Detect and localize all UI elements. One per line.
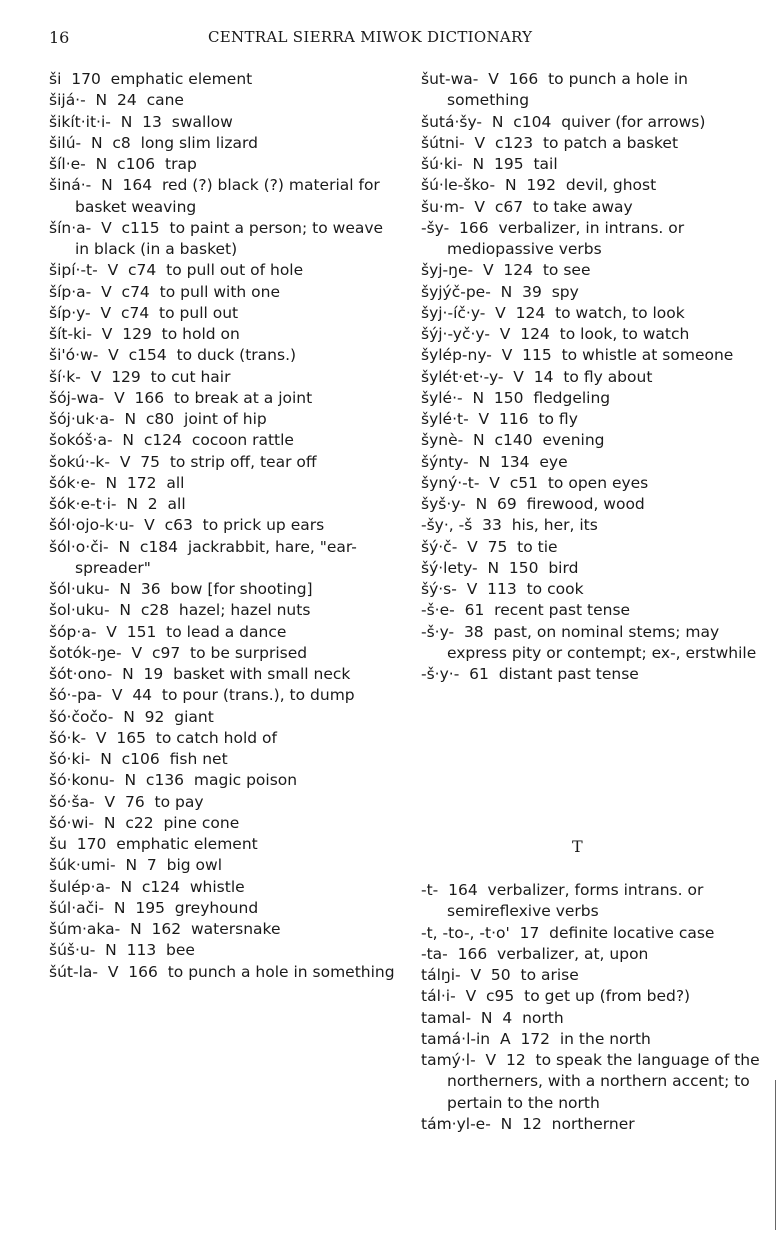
dictionary-entry: šól·ojo-k·u- V c63 to prick up ears	[49, 516, 325, 535]
dictionary-entry: -š·y- 38 past, on nominal stems; may express pity or contempt; ex-, erstwhile	[421, 622, 757, 662]
dictionary-entry: šokú·-k- V 75 to strip off, tear off	[49, 452, 317, 471]
dictionary-entry: šikít·it·i- N 13 swallow	[49, 112, 233, 131]
dictionary-entry: ší·k- V 129 to cut hair	[49, 367, 231, 386]
dictionary-entry: šíp·a- V c74 to pull with one	[49, 282, 280, 301]
dictionary-entry: ši 170 emphatic element	[49, 70, 253, 88]
dictionary-entry: šyjýč-pe- N 39 spy	[421, 282, 579, 301]
dictionary-entry: šój-wa- V 166 to break at a joint	[49, 388, 313, 407]
dictionary-entry: šu·m- V c67 to take away	[421, 197, 633, 216]
dictionary-entry: ši'ó·w- V c154 to duck (trans.)	[49, 346, 297, 365]
dictionary-entry: šúl·ači- N 195 greyhound	[49, 898, 259, 917]
dictionary-entry: šól·o·či- N c184 jackrabbit, hare, "ear-spreader"	[49, 537, 357, 577]
dictionary-entry: šipí·-t- V c74 to pull out of hole	[49, 261, 304, 280]
dictionary-entry: šój·uk·a- N c80 joint of hip	[49, 410, 267, 428]
dictionary-entry: šol·uku- N c28 hazel; hazel nuts	[49, 601, 311, 620]
dictionary-entry: šiná·- N 164 red (?) black (?) material for basket weaving	[49, 176, 385, 216]
dictionary-entry: šít-ki- V 129 to hold on	[49, 325, 240, 343]
dictionary-entry: šýj·-yč·y- V 124 to look, to watch	[421, 325, 690, 343]
dictionary-entry: -šy- 166 verbalizer, in intrans. or mediopassive verbs	[421, 218, 690, 258]
dictionary-entry: šút-la- V 166 to punch a hole in something	[49, 962, 395, 981]
dictionary-entry: tám·yl-e- N 12 northerner	[421, 1114, 635, 1133]
dictionary-entry: -š·y·- 61 distant past tense	[421, 665, 639, 683]
dictionary-entry: šulép·a- N c124 whistle	[49, 877, 245, 896]
page-number: 16	[49, 28, 70, 47]
dictionary-entry: tamal- N 4 north	[421, 1008, 564, 1027]
dictionary-entry: šý·č- V 75 to tie	[421, 537, 558, 556]
dictionary-entry: -šy·, -š 33 his, her, its	[421, 516, 598, 535]
dictionary-entry: šó·ki- N c106 fish net	[49, 750, 228, 768]
dictionary-entry: tamý·l- V 12 to speak the language of the northerners, with a northern accent; to pertain to the north	[421, 1051, 765, 1112]
dictionary-entry: šotók-ŋe- V c97 to be surprised	[49, 643, 308, 662]
right-column-section-t	[421, 880, 773, 1135]
dictionary-entry: šyný·-t- V c51 to open eyes	[421, 473, 649, 492]
dictionary-entry: šól·uku- N 36 bow [for shooting]	[49, 580, 313, 598]
dictionary-entry: šín·a- V c115 to paint a person; to weave in black (in a basket)	[49, 218, 389, 258]
running-title: CENTRAL SIERRA MIWOK DICTIONARY	[208, 28, 533, 46]
dictionary-entry: -t- 164 verbalizer, forms intrans. or semireflexive verbs	[421, 881, 709, 921]
dictionary-entry: šó·konu- N c136 magic poison	[49, 771, 298, 790]
dictionary-entry: šók·e-t·i- N 2 all	[49, 495, 186, 513]
dictionary-entry: šutá·šy- N c104 quiver (for arrows)	[421, 112, 706, 131]
dictionary-entry: šylé·- N 150 fledgeling	[421, 388, 611, 407]
dictionary-entry: tál·i- V c95 to get up (from bed?)	[421, 987, 691, 1006]
right-column	[421, 69, 773, 685]
dictionary-entry: šó·k- V 165 to catch hold of	[49, 728, 277, 747]
dictionary-entry: šútni- V c123 to patch a basket	[421, 133, 679, 152]
dictionary-entry: šu 170 emphatic element	[49, 835, 258, 853]
dictionary-entry: šylép-ny- V 115 to whistle at someone	[421, 346, 734, 365]
dictionary-entry: šijá·- N 24 cane	[49, 91, 184, 110]
dictionary-entry: šíl·e- N c106 trap	[49, 155, 197, 173]
dictionary-entry: šilú- N c8 long slim lizard	[49, 133, 258, 152]
dictionary-entry: šynè- N c140 evening	[421, 431, 605, 450]
dictionary-entry: šó·wi- N c22 pine cone	[49, 813, 240, 832]
dictionary-entry: šúš·u- N 113 bee	[49, 941, 195, 960]
dictionary-entry: šóp·a- V 151 to lead a dance	[49, 622, 287, 641]
dictionary-entry: šó·-pa- V 44 to pour (trans.), to dump	[49, 686, 355, 705]
dictionary-entry: šó·ša- V 76 to pay	[49, 792, 204, 811]
page-header	[0, 28, 780, 50]
dictionary-entry: šók·e- N 172 all	[49, 473, 185, 492]
dictionary-entry: šut-wa- V 166 to punch a hole in something	[421, 70, 693, 110]
dictionary-entry: šokóš·a- N c124 cocoon rattle	[49, 431, 294, 450]
dictionary-entry: šý·lety- N 150 bird	[421, 558, 579, 577]
dictionary-entry: -t, -to-, -t·o' 17 definite locative case	[421, 923, 715, 942]
page-edge-rule	[775, 1080, 776, 1230]
section-letter-heading: T	[572, 837, 583, 856]
dictionary-entry: -š·e- 61 recent past tense	[421, 601, 631, 620]
dictionary-entry: tamá·l-in A 172 in the north	[421, 1029, 651, 1048]
dictionary-entry: tálŋi- V 50 to arise	[421, 966, 579, 984]
dictionary-entry: šyj-ŋe- V 124 to see	[421, 261, 591, 280]
dictionary-entry: šylé·t- V 116 to fly	[421, 410, 578, 428]
dictionary-entry: šíp·y- V c74 to pull out	[49, 303, 239, 322]
dictionary-entry: šý·s- V 113 to cook	[421, 580, 584, 598]
dictionary-entry: šýnty- N 134 eye	[421, 452, 568, 471]
dictionary-entry: šylét·et·-y- V 14 to fly about	[421, 367, 653, 386]
dictionary-entry: šót·ono- N 19 basket with small neck	[49, 665, 351, 683]
dictionary-entry: -ta- 166 verbalizer, at, upon	[421, 944, 649, 963]
dictionary-entry: šyš·y- N 69 firewood, wood	[421, 495, 645, 513]
dictionary-entry: šú·ki- N 195 tail	[421, 155, 558, 173]
left-column	[49, 69, 401, 983]
dictionary-entry: šyj·-íč·y- V 124 to watch, to look	[421, 303, 685, 322]
dictionary-entry: šó·čočo- N 92 giant	[49, 707, 214, 726]
dictionary-entry: šúk·umi- N 7 big owl	[49, 856, 223, 875]
dictionary-entry: šú·le-ško- N 192 devil, ghost	[421, 176, 657, 195]
dictionary-entry: šúm·aka- N 162 watersnake	[49, 920, 281, 938]
